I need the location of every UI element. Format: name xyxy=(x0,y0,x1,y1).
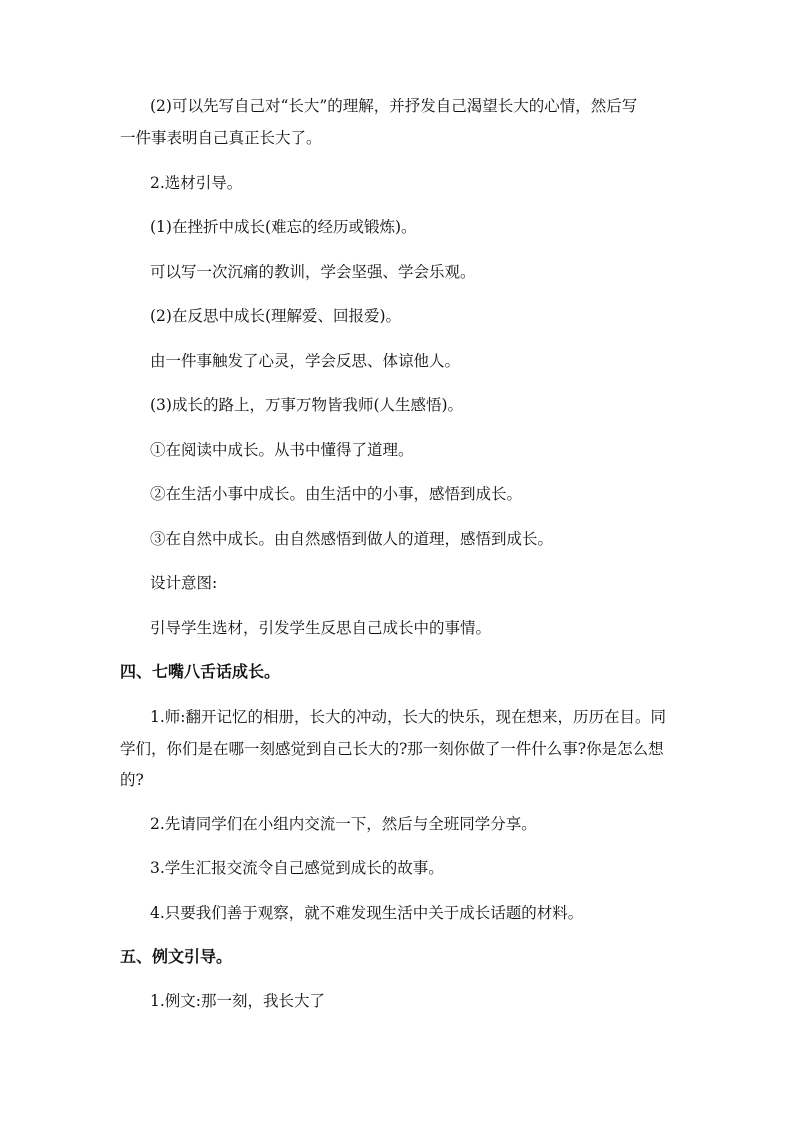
paragraph: 1.例文:那一刻，我长大了 xyxy=(150,992,326,1010)
paragraph: 4.只要我们善于观察，就不难发现生活中关于成长话题的材料。 xyxy=(150,904,584,922)
paragraph-line: 1.师:翻开记忆的相册，长大的冲动，长大的快乐，现在想来，历历在目。同 xyxy=(150,708,667,726)
paragraph-line: 的? xyxy=(120,771,144,789)
paragraph: 3.学生汇报交流令自己感觉到成长的故事。 xyxy=(150,859,444,877)
paragraph-line: 一件事表明自己真正长大了。 xyxy=(120,129,322,147)
paragraph: 2.选材引导。 xyxy=(150,174,243,192)
paragraph: (2)在反思中成长(理解爱、回报爱)。 xyxy=(150,307,402,325)
paragraph: 可以写一次沉痛的教训，学会坚强、学会乐观。 xyxy=(150,263,476,281)
paragraph: 引导学生选材，引发学生反思自己成长中的事情。 xyxy=(150,619,492,637)
paragraph: 2.先请同学们在小组内交流一下，然后与全班同学分享。 xyxy=(150,815,537,833)
paragraph: (3)成长的路上，万事万物皆我师(人生感悟)。 xyxy=(150,396,464,414)
section-heading: 四、七嘴八舌话成长。 xyxy=(120,662,281,681)
paragraph: ①在阅读中成长。从书中懂得了道理。 xyxy=(150,441,414,459)
paragraph-line: (2)可以先写自己对“长大”的理解，并抒发自己渴望长大的心情，然后写 xyxy=(150,97,638,115)
paragraph-line: 学们，你们是在哪一刻感觉到自己长大的?那一刻你做了一件什么事?你是怎么想 xyxy=(120,740,664,758)
paragraph: ③在自然中成长。由自然感悟到做人的道理，感悟到成长。 xyxy=(150,530,554,548)
paragraph: 设计意图: xyxy=(150,574,218,592)
paragraph: (1)在挫折中成长(难忘的经历或锻炼)。 xyxy=(150,218,417,236)
paragraph: 由一件事触发了心灵，学会反思、体谅他人。 xyxy=(150,352,461,370)
paragraph: ②在生活小事中成长。由生活中的小事，感悟到成长。 xyxy=(150,485,523,503)
section-heading: 五、例文引导。 xyxy=(120,947,233,966)
